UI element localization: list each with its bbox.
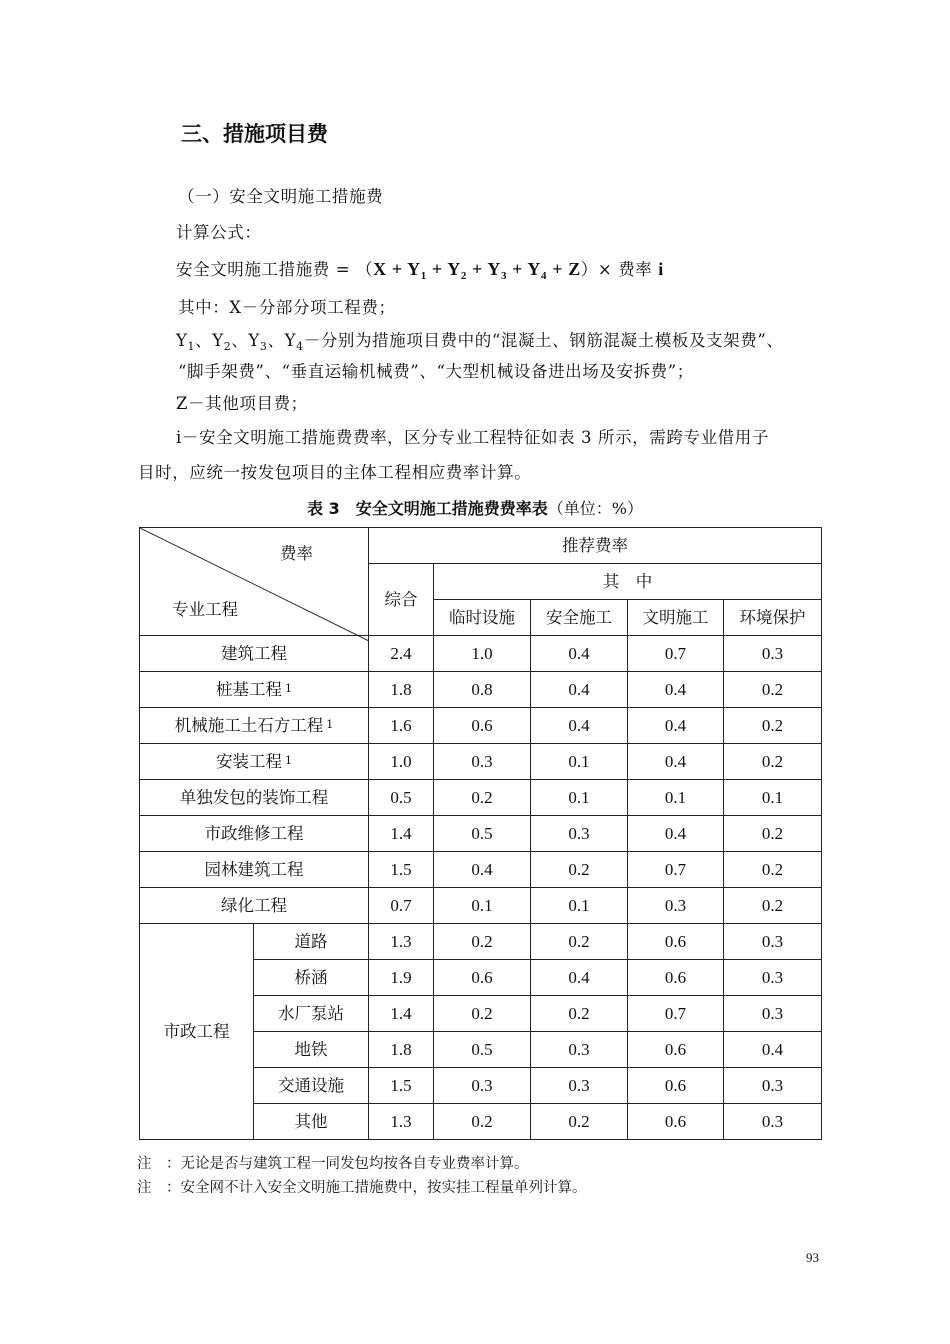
- footnote-marker: 1: [285, 682, 292, 695]
- rate-value: 0.6: [628, 1032, 724, 1068]
- definition-x: 其中：X－分部分项工程费；: [178, 298, 396, 317]
- rate-value: 0.4: [531, 960, 628, 996]
- rate-value: 0.1: [724, 780, 822, 816]
- rate-value: 0.7: [369, 888, 434, 924]
- table-row: [140, 780, 822, 816]
- rate-value: 0.7: [628, 852, 724, 888]
- rate-value: 0.4: [724, 1032, 822, 1068]
- rate-value: 0.2: [434, 780, 531, 816]
- rate-value: 0.5: [434, 1032, 531, 1068]
- table-row: [140, 816, 822, 852]
- header-specialty: 专业工程: [172, 600, 238, 619]
- rate-value: 1.8: [369, 1032, 434, 1068]
- specialty-label: 安装工程: [216, 752, 282, 771]
- definition-z: Z－其他项目费；: [176, 394, 308, 413]
- specialty-name: [140, 816, 369, 852]
- header-temporary-facilities: 临时设施: [434, 600, 531, 636]
- rate-value: 0.3: [628, 888, 724, 924]
- rate-value: 1.0: [369, 744, 434, 780]
- rate-value: 0.4: [531, 672, 628, 708]
- specialty-label: 园林建筑工程: [204, 859, 304, 879]
- table-row: [140, 888, 822, 924]
- definition-i-line2: 目时，应统一按发包项目的主体工程相应费率计算。: [138, 463, 532, 482]
- rate-value: 0.3: [531, 1068, 628, 1104]
- rate-value: 0.4: [531, 636, 628, 672]
- rate-value: 0.6: [628, 1068, 724, 1104]
- rate-value: 0.6: [628, 1104, 724, 1140]
- rate-value: 0.6: [434, 960, 531, 996]
- definition-y-line2: “脚手架费”、“垂直运输机械费”、“大型机械设备进出场及安拆费”；: [178, 362, 694, 381]
- specialty-label: 机械施工土石方工程: [174, 716, 324, 735]
- municipal-subtype: 交通设施: [254, 1068, 369, 1104]
- page-number: 93: [806, 1250, 819, 1265]
- diagonal-line: [140, 528, 369, 641]
- municipal-subtype: 地铁: [254, 1032, 369, 1068]
- header-rate: 费率: [280, 544, 313, 563]
- rate-value: 2.4: [369, 636, 434, 672]
- rate-value: 0.5: [434, 816, 531, 852]
- header-civilized-construction: 文明施工: [628, 600, 724, 636]
- rate-value: 0.2: [531, 852, 628, 888]
- rate-value: 0.5: [369, 780, 434, 816]
- rate-value: 0.3: [724, 1068, 822, 1104]
- rate-value: 0.4: [628, 744, 724, 780]
- table-row: [140, 852, 822, 888]
- rate-value: 1.0: [434, 636, 531, 672]
- rate-value: 0.1: [531, 780, 628, 816]
- specialty-name: [140, 852, 369, 888]
- table-row: [140, 924, 822, 960]
- header-among: 其 中: [434, 564, 822, 600]
- rate-value: 0.2: [724, 816, 822, 852]
- footnote-marker: 1: [326, 718, 334, 731]
- rate-value: 0.2: [531, 996, 628, 1032]
- rate-value: 0.6: [628, 960, 724, 996]
- section-title: 三、措施项目费: [181, 122, 328, 146]
- rate-value: 0.7: [628, 996, 724, 1032]
- rate-value: 0.3: [531, 1032, 628, 1068]
- rate-value: 1.4: [369, 996, 434, 1032]
- rate-value: 0.2: [724, 852, 822, 888]
- municipal-subtype: 道路: [254, 924, 369, 960]
- rate-value: 0.3: [724, 1104, 822, 1140]
- rate-value: 0.2: [434, 924, 531, 960]
- rate-value: 0.2: [724, 744, 822, 780]
- specialty-name: [140, 744, 369, 780]
- formula-expression: $X + Y_1 + Y_2 + Y_3 + Y_4 + Z$: [373, 259, 581, 282]
- municipal-subtype: 水厂泵站: [254, 996, 369, 1032]
- subsection-title: （一）安全文明施工措施费: [178, 187, 384, 206]
- note-2: 注 ：安全网不计入安全文明施工措施费中，按实挂工程量单列计算。: [137, 1180, 587, 1196]
- specialty-label: 市政维修工程: [204, 823, 304, 843]
- specialty-name: [140, 672, 369, 708]
- municipal-subtype: 桥涵: [254, 960, 369, 996]
- formula-suffix: ）× 费率: [580, 260, 659, 279]
- rate-value: 1.8: [369, 672, 434, 708]
- rate-value: 0.2: [724, 672, 822, 708]
- specialty-label: 建筑工程: [221, 643, 287, 663]
- rate-value: 1.5: [369, 1068, 434, 1104]
- rate-value: 0.4: [628, 816, 724, 852]
- footnote-marker: 1: [285, 754, 292, 767]
- rate-value: 0.6: [434, 708, 531, 744]
- rate-value: 0.3: [434, 1068, 531, 1104]
- header-environmental-protection: 环境保护: [724, 600, 822, 636]
- municipal-subtype: 其他: [254, 1104, 369, 1140]
- rate-table: [139, 527, 822, 1140]
- rate-value: 0.4: [628, 708, 724, 744]
- formula-prefix: 安全文明施工措施费 = （: [176, 260, 374, 279]
- rate-value: 0.2: [531, 1104, 628, 1140]
- formula-label: 计算公式：: [176, 223, 262, 242]
- table-row: [140, 744, 822, 780]
- rate-value: 0.7: [628, 636, 724, 672]
- rate-value: 1.6: [369, 708, 434, 744]
- municipal-group-label: 市政工程: [140, 924, 254, 1140]
- definition-y: $Y_1$、$Y_2$、$Y_3$、$Y_4-$分别为措施项目费中的“混凝土、钢筋混凝土模板及支架费”、: [176, 331, 784, 353]
- rate-value: 1.5: [369, 852, 434, 888]
- rate-value: 0.3: [724, 924, 822, 960]
- rate-value: 0.1: [531, 888, 628, 924]
- table-row: [140, 708, 822, 744]
- rate-value: 0.4: [531, 708, 628, 744]
- formula-i: i: [658, 259, 664, 279]
- rate-value: 0.3: [724, 996, 822, 1032]
- header-overall: 综合: [369, 564, 434, 636]
- diagonal-header-cell: [140, 528, 369, 636]
- rate-value: 0.1: [434, 888, 531, 924]
- rate-value: 0.2: [434, 996, 531, 1032]
- formula: [176, 256, 664, 282]
- rate-value: 1.3: [369, 1104, 434, 1140]
- specialty-label: 绿化工程: [221, 895, 287, 915]
- rate-value: 0.3: [434, 744, 531, 780]
- rate-value: 0.2: [434, 1104, 531, 1140]
- rate-value: 0.2: [724, 888, 822, 924]
- rate-value: 0.8: [434, 672, 531, 708]
- table-caption: 表 3 安全文明施工措施费费率表（单位：%）: [307, 499, 643, 518]
- rate-value: 0.1: [531, 744, 628, 780]
- rate-value: 0.2: [724, 708, 822, 744]
- rate-value: 0.1: [628, 780, 724, 816]
- rate-value: 1.4: [369, 816, 434, 852]
- rate-value: 1.3: [369, 924, 434, 960]
- header-recommended-rate: 推荐费率: [369, 528, 822, 564]
- specialty-label: 桩基工程: [216, 680, 282, 699]
- rate-value: 0.2: [531, 924, 628, 960]
- specialty-name: [140, 780, 369, 816]
- table-row: [140, 672, 822, 708]
- note-1: 注 ：无论是否与建筑工程一同发包均按各自专业费率计算。: [137, 1156, 529, 1172]
- header-safe-construction: 安全施工: [531, 600, 628, 636]
- rate-value: 0.3: [724, 636, 822, 672]
- rate-value: 0.6: [628, 924, 724, 960]
- specialty-name: [140, 708, 369, 744]
- rate-value: 0.3: [724, 960, 822, 996]
- specialty-name: [140, 888, 369, 924]
- specialty-label: 单独发包的装饰工程: [179, 787, 329, 807]
- rate-value: 0.4: [628, 672, 724, 708]
- rate-value: 0.3: [531, 816, 628, 852]
- rate-value: 0.4: [434, 852, 531, 888]
- definition-i-line1: i－安全文明施工措施费费率，区分专业工程特征如表 3 所示，需跨专业借用子: [176, 428, 769, 447]
- rate-value: 1.9: [369, 960, 434, 996]
